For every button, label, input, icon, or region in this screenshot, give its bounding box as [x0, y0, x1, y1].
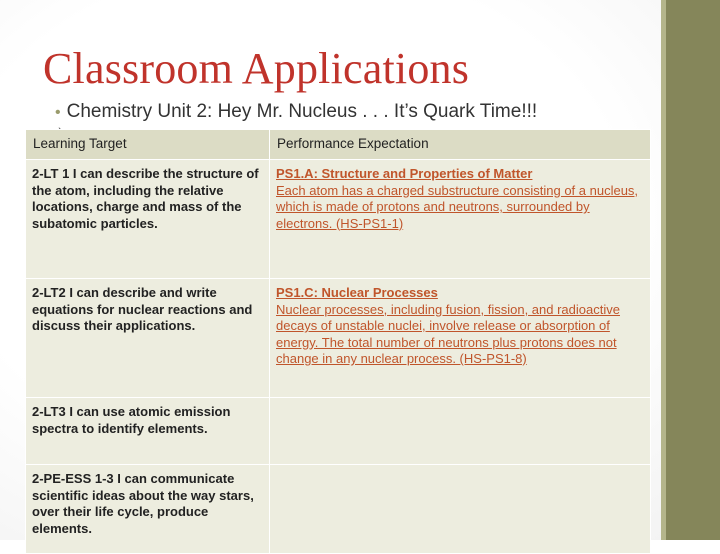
standards-table	[25, 129, 651, 554]
pe-heading-link[interactable]: PS1.C: Nuclear Processes	[276, 285, 438, 300]
learning-target-cell: 2-LT3 I can use atomic emission spectra to identify elements.	[26, 398, 270, 465]
performance-expectation-cell	[270, 465, 651, 554]
table-row	[26, 160, 651, 279]
learning-target-cell: 2-LT 1 I can describe the structure of the atom, including the relative locations, charge and mass of the subatomic particles.	[26, 160, 270, 279]
bullet-dot-icon: •	[55, 104, 61, 121]
slide-title: Classroom Applications	[43, 44, 470, 93]
header-performance-expectation: Performance Expectation	[270, 130, 651, 160]
pe-text-link[interactable]: Nuclear processes, including fusion, fission, and radioactive decays of unstable nuclei, involve release or absorption of energy. The total number of neutrons plus protons does not change in any nuclear process. (HS-PS1-8)	[276, 301, 620, 366]
bullet-item	[55, 101, 537, 123]
performance-expectation-cell	[270, 160, 651, 279]
pe-text-link[interactable]: Each atom has a charged substructure consisting of a nucleus, which is made of protons and neutrons, surrounded by electrons. (HS-PS1-1)	[276, 182, 639, 231]
learning-target-cell: 2-LT2 I can describe and write equations for nuclear reactions and discuss their applications.	[26, 279, 270, 398]
table-row	[26, 465, 651, 554]
performance-expectation-cell	[270, 398, 651, 465]
header-learning-target: Learning Target	[26, 130, 270, 160]
table-row	[26, 279, 651, 398]
pe-heading-link[interactable]: PS1.A: Structure and Properties of Matter	[276, 166, 533, 181]
learning-target-cell: 2-PE-ESS 1-3 I can communicate scientific ideas about the way stars, over their life cycle, produce elements.	[26, 465, 270, 554]
side-bar	[666, 0, 720, 540]
table-header-row	[26, 130, 651, 160]
performance-expectation-cell	[270, 279, 651, 398]
table-row	[26, 398, 651, 465]
bullet-text: Chemistry Unit 2: Hey Mr. Nucleus . . . It’s Quark Time!!!	[66, 101, 538, 122]
